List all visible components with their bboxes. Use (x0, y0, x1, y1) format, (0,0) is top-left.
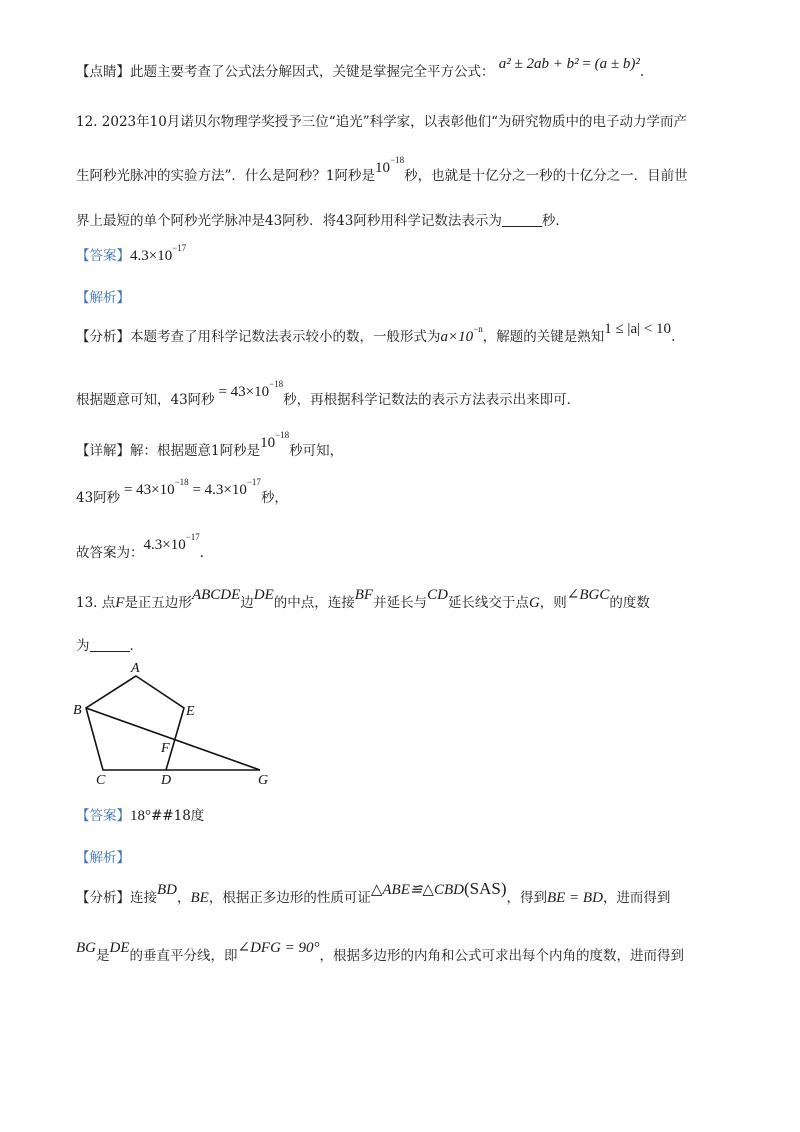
q12-line2 (76, 155, 688, 186)
q12-line3-a: 界上最短的单个阿秒光学脉冲是43阿秒．将43阿秒用科学记数法表示为 (76, 213, 502, 229)
q12-answer-value: $4.3\times 10^{-17}$ (130, 243, 187, 264)
q12-line2-b: 秒，也就是十亿分之一秒的十亿分之一．目前世 (404, 168, 688, 184)
q12-final: 故答案为：$4.3\times 10^{-17}$． (76, 532, 214, 561)
review-line (76, 56, 645, 82)
q12-line3 (76, 211, 569, 231)
review-formula-right: (a ± b)² (594, 56, 640, 72)
q13-line2: 为 ． (76, 638, 143, 654)
q13-analysis-line2: BG是DE的垂直平分线，即∠DFG = 90°，根据多边形的内角和公式可求出每个内角的度数，进而得到 (76, 940, 685, 964)
label-a: A (131, 661, 140, 676)
q12-jiexi: 【解析】 (76, 290, 130, 306)
label-c: C (96, 773, 106, 785)
review-formula-left: a² ± 2ab + b² (498, 56, 579, 72)
line-bg (86, 708, 260, 770)
q13-answer-line: 【答案】18°##18度 (76, 808, 205, 824)
pentagon-figure (70, 660, 290, 785)
detail-tag: 【详解】 (76, 443, 130, 459)
q13-jiexi: 【解析】 (76, 850, 130, 866)
q12-power: $10^{-18}$ (375, 155, 405, 176)
label-g: G (258, 773, 269, 785)
review-tag: 【点睛】 (76, 64, 130, 80)
q12-line2-a: 生阿秒光脉冲的实验方法”．什么是阿秒？1阿秒是 (76, 168, 375, 184)
q13-analysis-line1: 【分析】连接BD，BE，根据正多边形的性质可证△ABE≌△CBD(SAS)，得到BE = BD，进而得到 (76, 879, 671, 906)
q13-answer-value: 18° (130, 808, 151, 824)
step-eq: = $43\times 10^{-18} = 4.3\times 10^{-17}$ (120, 477, 261, 498)
review-formula-eq: = (578, 56, 595, 72)
label-e: E (186, 704, 195, 719)
congruence: △ABE≌△CBD (370, 882, 464, 898)
answer-tag: 【答案】 (76, 248, 130, 264)
q12-answer-line (76, 243, 187, 266)
review-text: 此题主要考查了公式法分解因式，关键是掌握完全平方公式： (130, 64, 495, 80)
q12-step: 43阿秒 = $43\times 10^{-18} = 4.3\times 10^{-17}$秒， (76, 477, 288, 506)
answer-blank-13 (90, 637, 130, 652)
review-end: . (639, 64, 645, 80)
analysis-tag: 【分析】 (76, 329, 130, 345)
q13-line1: 13. 点F是正五边形ABCDE边DE的中点，连接BF并延长与CD延长线交于点G，则∠BGC的度数 (76, 587, 650, 611)
analysis-condition: 1 ≤ |a| < 10 (604, 321, 672, 337)
final-value: $4.3\times 10^{-17}$ (143, 532, 200, 553)
label-d: D (161, 773, 172, 785)
analysis-form: $a\times 10^{-n}$ (440, 324, 483, 345)
label-f: F (161, 741, 170, 756)
basis-eq: = $43\times 10^{-18}$ (214, 379, 284, 400)
q12-line1: 12. 2023年10月诺贝尔物理学奖授予三位“追光”科学家，以表彰他们“为研究物质中的电子动力学而产 (76, 114, 687, 130)
q12-line3-b: 秒． (541, 213, 569, 229)
q12-basis: 根据题意可知，43阿秒 = $43\times 10^{-18}$秒，再根据科学记数法的表示方法表示出来即可． (76, 379, 581, 408)
q12-analysis: 【分析】本题考查了用科学记数法表示较小的数，一般形式为$a\times 10^{-n}$，解题的关键是熟知1 ≤ |a| < 10. (76, 321, 676, 345)
label-b: B (73, 703, 82, 718)
answer-blank (502, 212, 542, 227)
q12-detail: 【详解】解：根据题意1阿秒是$10^{-18}$秒可知， (76, 430, 344, 459)
detail-power: $10^{-18}$ (260, 430, 290, 451)
